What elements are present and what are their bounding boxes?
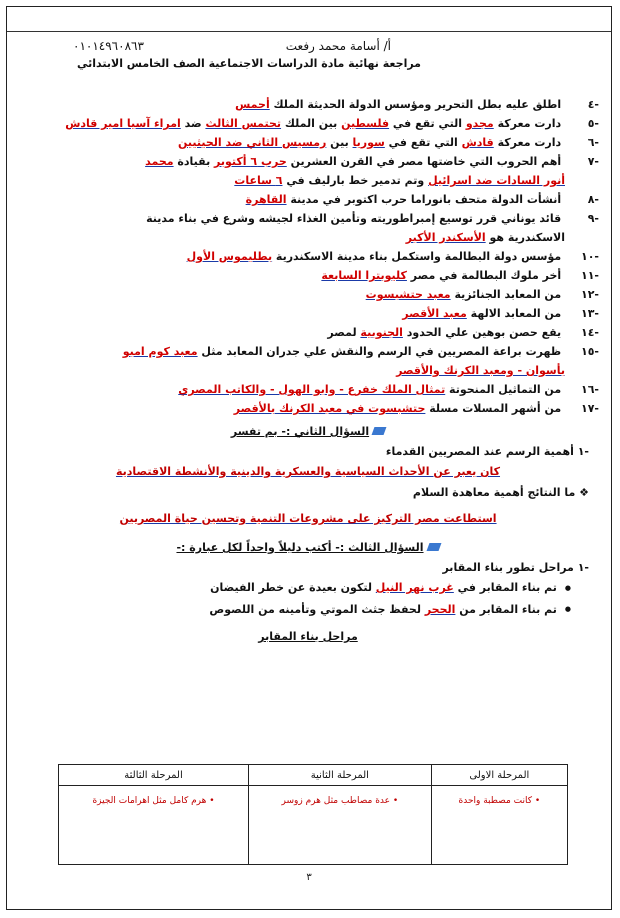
question-text: اطلق عليه بطل التحرير ومؤسس الدولة الحديثة الملك <box>269 98 562 111</box>
table-header: المرحلة الثالثة <box>59 765 249 786</box>
question-text: تم بناء المقابر في <box>453 581 557 594</box>
phone-number: ٠١٠١٤٩٦٠٨٦٣ <box>73 39 144 53</box>
item-number: -٧ <box>587 155 599 168</box>
page-number: ٣ <box>306 872 312 883</box>
question-item <box>17 323 599 342</box>
question-list <box>17 95 599 646</box>
table-header-row <box>59 765 568 786</box>
item-number: -٦ <box>587 136 599 149</box>
question-continuation <box>17 228 599 247</box>
q2-sub1: -١ أهمية الرسم عند المصريين القدماء <box>385 445 589 458</box>
q3-bullet-1 <box>17 577 599 599</box>
item-number: -١١ <box>580 269 599 282</box>
q2-heading <box>17 422 599 442</box>
answer-text: الحجر <box>424 602 456 616</box>
item-number: -١٦ <box>580 383 599 396</box>
table-cell: • هرم كامل مثل اهرامات الجيزة <box>59 786 249 865</box>
answer-text: محمد <box>145 155 174 168</box>
answer-text: رمسيس الثاني ضد الحيثيين <box>178 136 327 149</box>
q1-items <box>17 95 599 418</box>
item-number: -٤ <box>587 98 599 111</box>
item-number: -٥ <box>587 117 599 130</box>
answer-text: فلسطين <box>341 117 390 130</box>
question-item <box>17 266 599 285</box>
answer-text: تحتمس الثالث <box>205 117 282 130</box>
question-item <box>17 190 599 209</box>
question-text: لمصر <box>327 326 361 339</box>
item-number: -٩ <box>587 212 599 225</box>
author-name: أ/ أسامة محمد رفعت <box>285 39 391 53</box>
question-text: ظهرت براعة المصريين في الرسم والنقش علي جدران المعابد مثل <box>197 345 562 358</box>
item-number: -١٥ <box>580 345 599 358</box>
table-cell: • عدة مصاطب مثل هرم زوسر <box>249 786 432 865</box>
question-text: التي تقع في <box>389 117 466 130</box>
answer-text: بطليموس الأول <box>186 250 273 263</box>
answer-text: الأسكندر الأكبر <box>405 231 486 244</box>
answer-text: مجدو <box>465 117 494 130</box>
table-cell: • كانت مصطبة واحدة <box>431 786 567 865</box>
answer-text: امراء آسيا امير قادش <box>65 117 181 130</box>
question-text: لتكون بعيدة عن خطر الفيضان <box>210 581 376 594</box>
answer-text: تمثال الملك خفرع - وابو الهول - والكاتب المصري <box>178 383 446 396</box>
question-item <box>17 133 599 152</box>
answer-text: حرب ٦ أكتوبر <box>214 155 287 168</box>
item-number: -٨ <box>587 193 599 206</box>
question-text: أهم الحروب التي خاضتها مصر في القرن العشرين <box>286 155 562 168</box>
answer-text: غرب نهر النيل <box>375 581 454 594</box>
question-item <box>17 209 599 228</box>
question-text: وتم تدمير خط بارليف في <box>282 174 429 187</box>
question-text: قائد يوناني قرر توسيع إمبراطوريته وتأمين الغذاء لجيشه وشرع في بناء مدينة <box>146 212 562 225</box>
answer-text: ٦ ساعات <box>234 174 283 187</box>
q2-answer2: استطاعت مصر التركيز على مشروعات التنمية وتحسين حياة المصريين <box>119 512 497 525</box>
question-item <box>17 399 599 418</box>
table-header: المرحلة الاولى <box>431 765 567 786</box>
q3-sub1: -١ مراحل تطور بناء المقابر <box>442 561 589 574</box>
question-text: أخر ملوك البطالمة في مصر <box>406 269 562 282</box>
answer-text: كليوبترا السابعة <box>321 269 407 282</box>
question-text: دارت معركة <box>493 117 562 130</box>
q2-answer1: كان يعبر عن الأحداث السياسية والعسكرية والدينية والأنشطة الاقتصادية <box>115 465 501 478</box>
pointer-icon <box>426 543 441 551</box>
q3-bullet-2 <box>17 599 599 621</box>
answer-text: القاهرة <box>245 193 287 206</box>
question-item <box>17 95 599 114</box>
answer-text: قادش <box>461 136 494 149</box>
question-text: من المعابد الالهة <box>466 307 562 320</box>
q2-title: السؤال الثاني :- بم تفسر <box>230 425 370 438</box>
question-text: من التماثيل المنحوتة <box>445 383 562 396</box>
q3-heading <box>17 538 599 558</box>
question-text: من أشهر المسلات مسلة <box>425 402 562 415</box>
question-text: من المعابد الجنائزية <box>450 288 562 301</box>
answer-text: بأسوان - ومعبد الكرنك والأقصر <box>396 364 565 377</box>
question-text: ضد <box>180 117 206 130</box>
item-number: -١٤ <box>580 326 599 339</box>
question-text: بقيادة <box>173 155 215 168</box>
question-text: بين الملك <box>281 117 342 130</box>
question-text: الاسكندرية هو <box>485 231 565 244</box>
question-item <box>17 342 599 361</box>
question-item <box>17 247 599 266</box>
question-item <box>17 304 599 323</box>
question-text: دارت معركة <box>493 136 562 149</box>
question-continuation <box>17 171 599 190</box>
question-text: لحفظ جثث الموتي وتأمينه من اللصوص <box>209 602 425 616</box>
answer-text: سوريا <box>352 136 385 149</box>
question-continuation <box>17 361 599 380</box>
item-number: -١٢ <box>580 288 599 301</box>
pointer-icon <box>372 427 387 435</box>
table-title: مراحل بناء المقابر <box>258 630 358 643</box>
q2-sub2: ❖ ما النتائج أهمية معاهدة السلام <box>412 486 589 499</box>
table-row <box>59 786 568 865</box>
question-text: تم بناء المقابر من <box>455 602 557 616</box>
question-text: التي تقع في <box>384 136 462 149</box>
item-number: -١٠ <box>580 250 599 263</box>
item-number: -١٣ <box>580 307 599 320</box>
answer-text: الجنوبية <box>360 326 403 339</box>
question-item <box>17 380 599 399</box>
item-number: -١٧ <box>580 402 599 415</box>
answer-text: أنور السادات ضد اسرائيل <box>428 174 565 187</box>
tombs-stages-table <box>58 764 568 865</box>
q3-title: السؤال الثالث :- أكتب دليلاً واحداً لكل عبارة :- <box>176 541 424 554</box>
question-item <box>17 152 599 171</box>
answer-text: معبد الأقصر <box>402 307 467 320</box>
question-text: يقع حصن بوهين علي الحدود <box>402 326 562 339</box>
question-text: مؤسس دولة البطالمة واستكمل بناء مدينة الاسكندرية <box>272 250 562 263</box>
question-text: أنشأت الدولة متحف بانوراما حرب اكتوبر في مدينة <box>286 193 562 206</box>
question-item <box>17 285 599 304</box>
table-header: المرحلة الثانية <box>249 765 432 786</box>
document-subtitle: مراجعة نهائية مادة الدراسات الاجتماعية الصف الخامس الابتدائي <box>77 57 421 70</box>
answer-text: حتشبسوت في معبد الكرنك بالأقصر <box>233 402 426 415</box>
question-text: بين <box>326 136 353 149</box>
answer-text: معبد حتشبسوت <box>365 288 451 301</box>
question-item <box>17 114 599 133</box>
answer-text: أحمس <box>235 98 270 111</box>
answer-text: معبد كوم امبو <box>122 345 198 358</box>
